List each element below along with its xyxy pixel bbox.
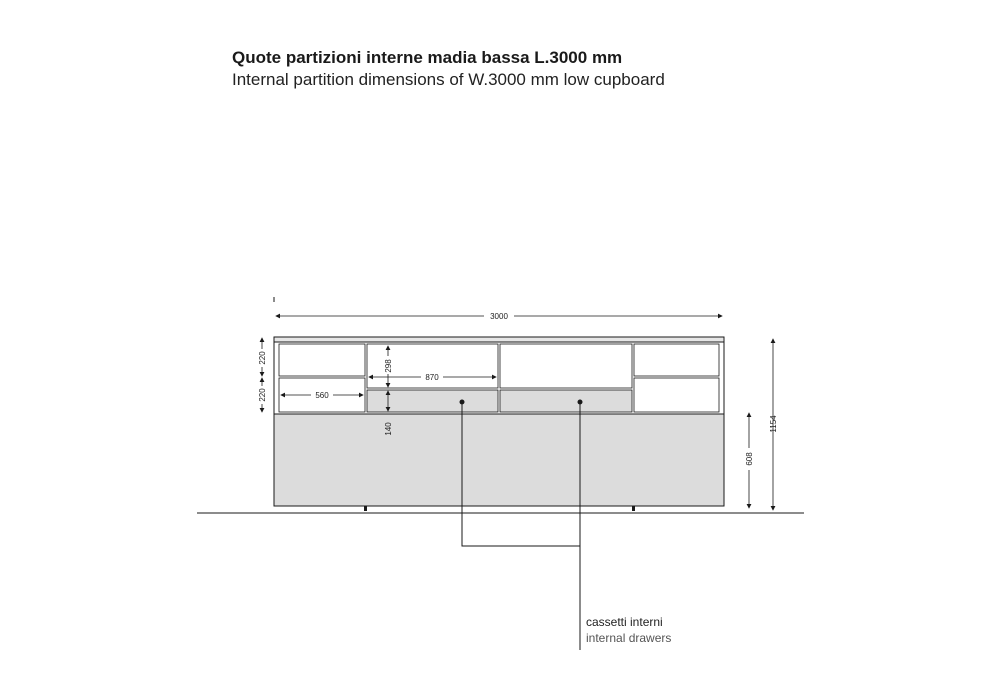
drawer-legend bbox=[586, 614, 671, 646]
side-width-label: 560 bbox=[315, 391, 329, 400]
right-compartment-bottom bbox=[634, 378, 719, 412]
drawer-right bbox=[500, 390, 632, 412]
shelf-upper-label: 220 bbox=[258, 351, 267, 365]
shelf-lower-label: 220 bbox=[258, 388, 267, 402]
center-right-compartment bbox=[500, 344, 632, 388]
width-label: 3000 bbox=[490, 312, 508, 321]
title-english: Internal partition dimensions of W.3000 mm low cupboard bbox=[232, 70, 665, 89]
compartment-height-label: 298 bbox=[384, 359, 393, 373]
top-plate bbox=[274, 337, 724, 342]
base-cabinet bbox=[274, 414, 724, 506]
left-compartment-top bbox=[279, 344, 365, 376]
center-width-label: 870 bbox=[425, 373, 439, 382]
height-label: 1154 bbox=[769, 415, 778, 433]
title-italian: Quote partizioni interne madia bassa L.3000 mm bbox=[232, 48, 623, 67]
legend-label-italian: cassetti interni bbox=[586, 615, 663, 629]
drawer-height-label: 140 bbox=[384, 422, 393, 436]
drawer-left bbox=[367, 390, 498, 412]
base-height-label: 608 bbox=[745, 452, 754, 466]
foot-left bbox=[364, 506, 367, 511]
foot-right bbox=[632, 506, 635, 511]
legend-label-english: internal drawers bbox=[586, 631, 672, 645]
right-compartment-top bbox=[634, 344, 719, 376]
